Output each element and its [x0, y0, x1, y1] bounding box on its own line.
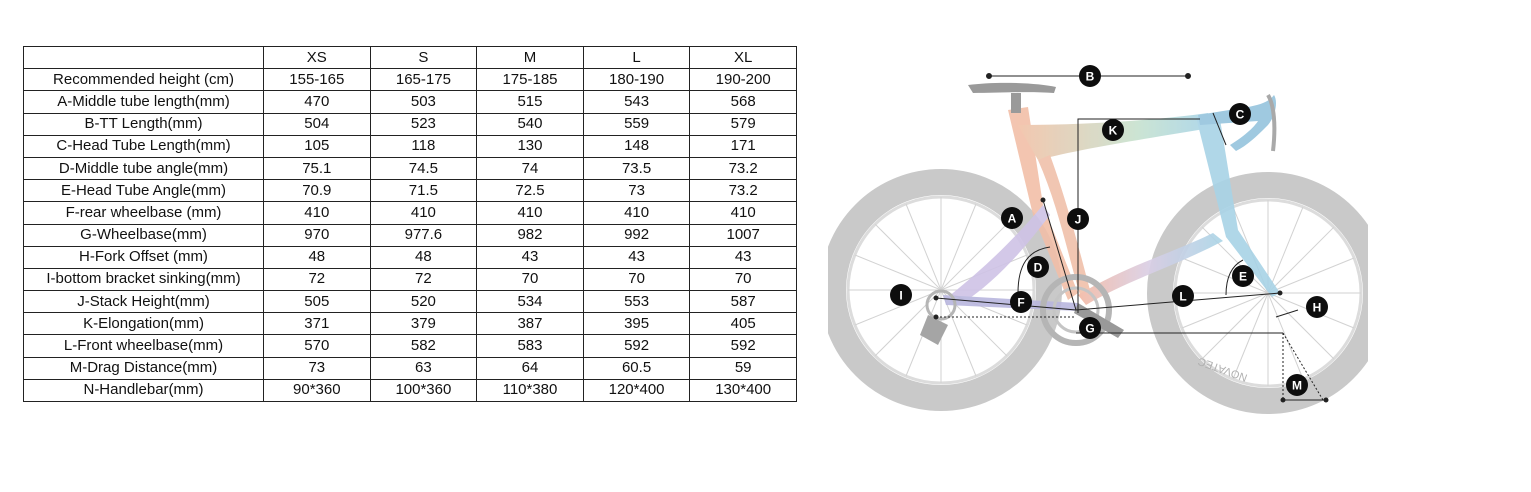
bike-geometry-diagram [828, 55, 1368, 415]
table-cell: 71.5 [370, 180, 477, 202]
marker-k [1102, 119, 1124, 141]
table-cell: 992 [583, 224, 690, 246]
row-label: K-Elongation(mm) [24, 313, 264, 335]
table-cell: 100*360 [370, 379, 477, 401]
marker-f [1010, 291, 1032, 313]
table-cell: 190-200 [690, 69, 797, 91]
header-cell-label [24, 47, 264, 69]
row-label: E-Head Tube Angle(mm) [24, 180, 264, 202]
table-cell: 583 [477, 335, 584, 357]
table-cell: 48 [370, 246, 477, 268]
table-cell: 559 [583, 113, 690, 135]
marker-j [1067, 208, 1089, 230]
table-cell: 43 [583, 246, 690, 268]
table-cell: 515 [477, 91, 584, 113]
table-cell: 470 [264, 91, 371, 113]
table-cell: 74.5 [370, 157, 477, 179]
row-label: N-Handlebar(mm) [24, 379, 264, 401]
table-cell: 582 [370, 335, 477, 357]
table-cell: 523 [370, 113, 477, 135]
marker-a-label: A [1007, 211, 1017, 226]
table-cell: 180-190 [583, 69, 690, 91]
table-cell: 534 [477, 291, 584, 313]
marker-i-label: I [899, 288, 903, 303]
table-cell: 410 [477, 202, 584, 224]
row-label: L-Front wheelbase(mm) [24, 335, 264, 357]
table-cell: 1007 [690, 224, 797, 246]
table-row [24, 246, 797, 268]
table-cell: 165-175 [370, 69, 477, 91]
table-cell: 592 [583, 335, 690, 357]
table-cell: 105 [264, 135, 371, 157]
marker-c [1229, 103, 1251, 125]
table-cell: 73.2 [690, 180, 797, 202]
marker-e [1232, 265, 1254, 287]
table-row [24, 335, 797, 357]
marker-a [1001, 207, 1023, 229]
table-cell: 73.5 [583, 157, 690, 179]
row-label: B-TT Length(mm) [24, 113, 264, 135]
marker-l [1172, 285, 1194, 307]
table-header-row [24, 47, 797, 69]
marker-d-label: D [1033, 260, 1043, 275]
table-cell: 64 [477, 357, 584, 379]
table-cell: 130*400 [690, 379, 797, 401]
table-cell: 110*380 [477, 379, 584, 401]
table-row [24, 379, 797, 401]
table-cell: 118 [370, 135, 477, 157]
row-label: D-Middle tube angle(mm) [24, 157, 264, 179]
table-cell: 70 [690, 268, 797, 290]
marker-d [1027, 256, 1049, 278]
table-cell: 171 [690, 135, 797, 157]
header-cell-xs: XS [264, 47, 371, 69]
table-cell: 43 [690, 246, 797, 268]
table-cell: 70.9 [264, 180, 371, 202]
table-row [24, 313, 797, 335]
header-cell-xl: XL [690, 47, 797, 69]
table-cell: 543 [583, 91, 690, 113]
table-cell: 371 [264, 313, 371, 335]
table-cell: 410 [583, 202, 690, 224]
table-row [24, 291, 797, 313]
marker-l-label: L [1179, 289, 1187, 304]
table-cell: 73 [264, 357, 371, 379]
table-cell: 70 [477, 268, 584, 290]
row-label: J-Stack Height(mm) [24, 291, 264, 313]
row-label: Recommended height (cm) [24, 69, 264, 91]
table-cell: 568 [690, 91, 797, 113]
table-cell: 410 [264, 202, 371, 224]
table-cell: 579 [690, 113, 797, 135]
marker-h-label: H [1312, 300, 1322, 315]
table-row [24, 135, 797, 157]
marker-c-label: C [1235, 107, 1245, 122]
marker-g [1079, 317, 1101, 339]
geometry-table [23, 46, 797, 402]
table-row [24, 268, 797, 290]
table-cell: 73 [583, 180, 690, 202]
table-cell: 72 [370, 268, 477, 290]
table-cell: 75.1 [264, 157, 371, 179]
marker-m [1286, 374, 1308, 396]
table-cell: 395 [583, 313, 690, 335]
table-cell: 70 [583, 268, 690, 290]
table-cell: 59 [690, 357, 797, 379]
table-cell: 74 [477, 157, 584, 179]
marker-f-label: F [1017, 295, 1025, 310]
table-cell: 977.6 [370, 224, 477, 246]
table-cell: 553 [583, 291, 690, 313]
table-row [24, 180, 797, 202]
marker-g-label: G [1085, 321, 1095, 336]
table-cell: 130 [477, 135, 584, 157]
table-cell: 63 [370, 357, 477, 379]
marker-k-label: K [1108, 123, 1118, 138]
table-cell: 520 [370, 291, 477, 313]
table-cell: 90*360 [264, 379, 371, 401]
table-cell: 175-185 [477, 69, 584, 91]
table-cell: 503 [370, 91, 477, 113]
table-cell: 405 [690, 313, 797, 335]
table-row [24, 113, 797, 135]
table-cell: 570 [264, 335, 371, 357]
table-row [24, 91, 797, 113]
row-label: H-Fork Offset (mm) [24, 246, 264, 268]
table-cell: 540 [477, 113, 584, 135]
tire-brand-text: NOVATEC [1196, 354, 1250, 384]
table-cell: 48 [264, 246, 371, 268]
table-cell: 592 [690, 335, 797, 357]
table-cell: 970 [264, 224, 371, 246]
marker-h [1306, 296, 1328, 318]
marker-b-label: B [1085, 69, 1095, 84]
table-cell: 982 [477, 224, 584, 246]
marker-e-label: E [1238, 269, 1248, 284]
header-cell-m: M [477, 47, 584, 69]
table-cell: 73.2 [690, 157, 797, 179]
table-cell: 72.5 [477, 180, 584, 202]
table-cell: 410 [690, 202, 797, 224]
table-row [24, 357, 797, 379]
table-cell: 43 [477, 246, 584, 268]
marker-b [1079, 65, 1101, 87]
row-label: G-Wheelbase(mm) [24, 224, 264, 246]
row-label: I-bottom bracket sinking(mm) [24, 268, 264, 290]
table-cell: 587 [690, 291, 797, 313]
row-label: C-Head Tube Length(mm) [24, 135, 264, 157]
table-cell: 410 [370, 202, 477, 224]
table-row [24, 69, 797, 91]
table-row [24, 202, 797, 224]
header-cell-l: L [583, 47, 690, 69]
table-row [24, 157, 797, 179]
table-cell: 155-165 [264, 69, 371, 91]
row-label: F-rear wheelbase (mm) [24, 202, 264, 224]
marker-m-label: M [1292, 378, 1302, 393]
table-cell: 379 [370, 313, 477, 335]
table-cell: 504 [264, 113, 371, 135]
table-row [24, 224, 797, 246]
table-cell: 505 [264, 291, 371, 313]
row-label: M-Drag Distance(mm) [24, 357, 264, 379]
table-cell: 120*400 [583, 379, 690, 401]
table-cell: 60.5 [583, 357, 690, 379]
table-cell: 72 [264, 268, 371, 290]
header-cell-s: S [370, 47, 477, 69]
marker-i [890, 284, 912, 306]
row-label: A-Middle tube length(mm) [24, 91, 264, 113]
marker-j-label: J [1074, 212, 1082, 227]
table-cell: 148 [583, 135, 690, 157]
table-cell: 387 [477, 313, 584, 335]
